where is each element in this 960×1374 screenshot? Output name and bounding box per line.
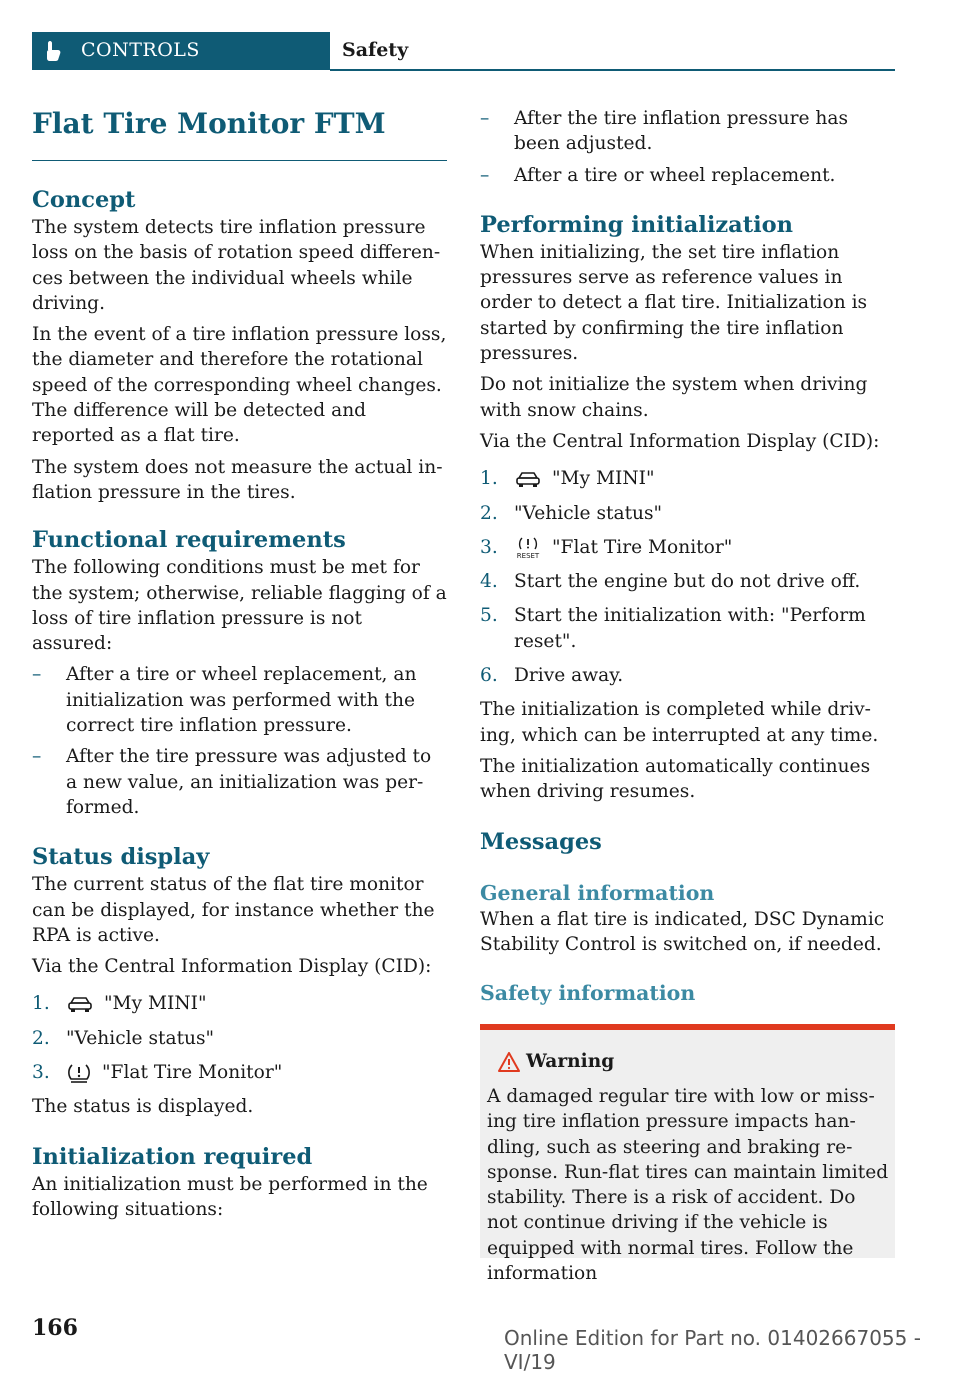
safety-info-heading: Safety information [480,981,696,1006]
car-icon [66,995,94,1013]
svg-text:RESET: RESET [516,551,540,560]
list-item: 2. "Vehicle status" [480,502,663,524]
performing-steps [480,466,895,688]
list-item: 3. RESET "Flat Tire Monitor" [480,536,733,560]
status-outro: The status is displayed. [32,1096,254,1118]
page-header [32,32,895,70]
warning-triangle-icon [498,1052,520,1072]
init-required-heading: Initialization required [32,1143,313,1170]
concept-paragraph: The system does not measure the actual inflation pressure in the tires. [32,456,443,503]
list-item: 1. "My MINI" [480,468,655,490]
performing-paragraph: Via the Central Information Display (CID): [480,430,880,452]
functional-heading: Functional requirements [32,527,346,554]
list-item: – After the tire inflation pressure has been adjusted. [480,108,849,155]
concept-paragraph: In the event of a tire inflation pressure loss, the diameter and therefore the rotational speed of the corresponding wheel changes. The difference will be detected and reported as a flat tire. [32,324,447,447]
right-column [480,106,895,1007]
performing-heading: Performing initialization [480,211,794,238]
init-required-intro: An initialization must be performed in the following situations: [32,1173,428,1220]
performing-paragraph: Do not initialize the system when driving with snow chains. [480,374,868,421]
warning-text: A damaged regular tire with low or missing tire inflation pressure impacts handling, such as steering and braking response. Run-flat tires can maintain limited stability. There is a risk of accident. Do not continue driving if the vehicle is equipped with normal tires. Follow the information [487,1086,889,1285]
list-item: – After a tire or wheel replacement. [480,164,836,186]
init-required-list [480,106,895,188]
status-steps [32,991,447,1085]
list-item: 3. "Flat Tire Monitor" [32,1062,283,1084]
list-item: 6. Drive away. [480,665,624,687]
general-info-heading: General information [480,880,715,905]
list-item: 5. Start the initialization with: "Perform reset". [480,605,866,652]
performing-after: The initialization automatically continues when driving resumes. [480,755,871,803]
general-info-text: When a flat tire is indicated, DSC Dynamic Stability Control is switched on, if needed. [480,908,885,955]
warning-box [480,1024,895,1285]
pointing-hand-icon [44,40,62,62]
car-icon [514,470,542,488]
page-title: Flat Tire Monitor FTM [32,106,447,161]
header-rule [330,69,895,71]
chapter-label: Safety [342,39,409,61]
footer-edition: Online Edition for Part no. 01402667055 - VI/19 [504,1326,921,1374]
list-item: – After the tire pressure was adjusted to a new value, an initialization was performed. [32,746,432,818]
warning-label: Warning [526,1051,615,1072]
left-column [32,100,447,1228]
list-item: 1. "My MINI" [32,993,207,1015]
concept-heading: Concept [32,187,136,213]
functional-intro: The following conditions must be met for the system; otherwise, reliable flagging of a loss of tire inflation pressure is not assured: [32,557,447,655]
list-item: – After a tire or wheel replacement, an initialization was performed with the correct tire inflation pressure. [32,664,417,737]
list-item: 2. "Vehicle status" [32,1027,215,1049]
tire-reset-icon [514,536,542,560]
messages-heading: Messages [480,828,602,855]
status-heading: Status display [32,844,210,871]
section-tab [32,32,330,70]
functional-list [32,662,447,820]
status-via: Via the Central Information Display (CID): [32,956,432,978]
performing-after: The initialization is completed while driving, which can be interrupted at any time. [480,699,879,746]
tire-warning-icon [66,1062,92,1084]
list-item: 4. Start the engine but do not drive off. [480,571,861,593]
status-intro: The current status of the flat tire monitor can be displayed, for instance whether the RPA is active. [32,874,435,946]
page-number: 166 [32,1315,78,1341]
performing-paragraph: When initializing, the set tire inflation pressures serve as reference values in order to detect a flat tire. Initialization is started by confirming the tire inflation pressures. [480,241,868,365]
section-label: CONTROLS [81,39,200,61]
concept-paragraph: The system detects tire inflation pressure loss on the basis of rotation speed differences between the individual wheels while driving. [32,217,441,314]
